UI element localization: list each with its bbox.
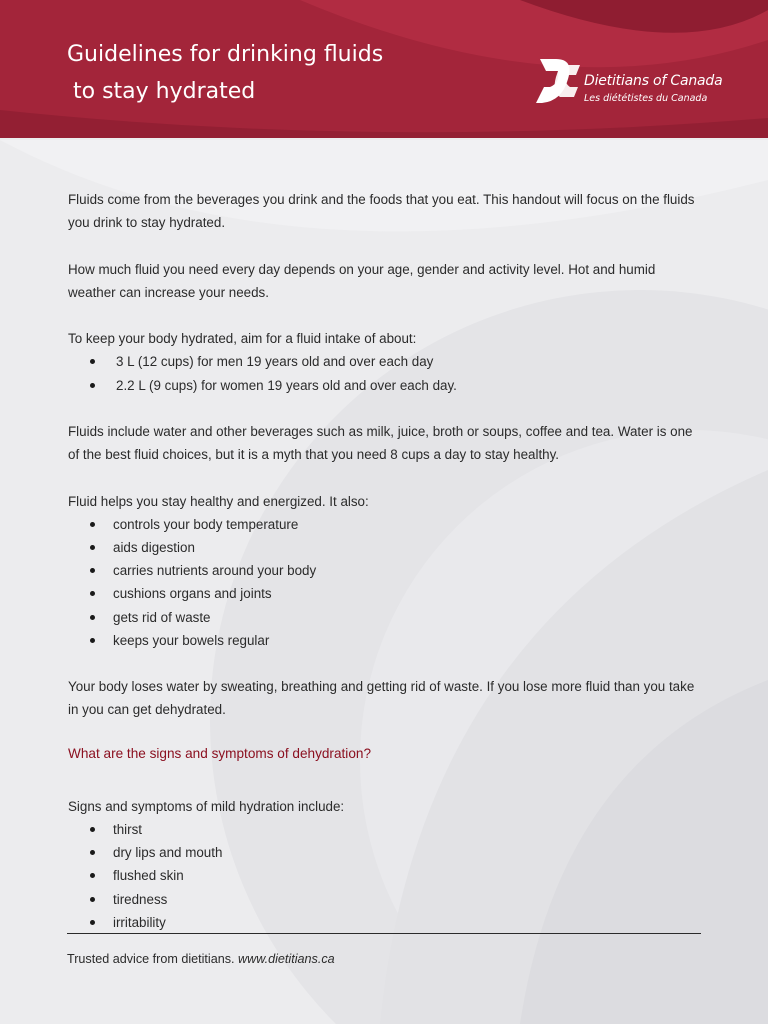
dc-logo-mark-icon	[534, 57, 582, 105]
paragraph-water-loss: Your body loses water by sweating, breathing and getting rid of waste. If you lose more fluid than you take in you can get dehydrated.	[68, 679, 695, 718]
intake-list	[68, 350, 698, 396]
paragraph-symptoms-intro: Signs and symptoms of mild hydration include:	[68, 798, 345, 814]
list-item: gets rid of waste	[68, 606, 698, 629]
footer-text: Trusted advice from dietitians.	[67, 952, 239, 966]
footer-divider	[67, 933, 701, 934]
list-item: aids digestion	[68, 536, 698, 559]
list-item: controls your body temperature	[68, 513, 698, 536]
page-title	[67, 36, 383, 110]
bullet-icon	[90, 545, 95, 550]
list-item: cushions organs and joints	[68, 582, 698, 605]
bullet-icon	[90, 591, 95, 596]
bullet-icon	[90, 827, 95, 832]
bullet-icon	[90, 359, 95, 364]
footer-url-link[interactable]: www.dietitians.ca	[238, 952, 335, 966]
footer	[67, 952, 335, 966]
list-item: 2.2 L (9 cups) for women 19 years old and over each day.	[68, 374, 698, 397]
list-item: flushed skin	[68, 864, 698, 887]
paragraph-intake-intro: To keep your body hydrated, aim for a fluid intake of about:	[68, 331, 417, 347]
logo-subtitle: Les diététistes du Canada	[584, 93, 708, 104]
dietitians-logo	[534, 57, 734, 107]
logo-name: Dietitians of Canada	[584, 73, 723, 89]
title-line-1: Guidelines for drinking fluids	[67, 42, 384, 67]
list-item: 3 L (12 cups) for men 19 years old and over each day	[68, 350, 698, 373]
symptoms-list	[68, 818, 698, 934]
paragraph-benefits-intro: Fluid helps you stay healthy and energized. It also:	[68, 493, 369, 509]
bullet-icon	[90, 383, 95, 388]
bullet-icon	[90, 638, 95, 643]
bullet-icon	[90, 897, 95, 902]
benefits-list	[68, 513, 698, 652]
bullet-icon	[90, 615, 95, 620]
paragraph-fluid-sources: Fluids come from the beverages you drink and the foods that you eat. This handout will focus on the fluids you drink to stay hydrated.	[68, 192, 695, 231]
title-line-2: to stay hydrated	[73, 79, 256, 104]
bullet-icon	[90, 568, 95, 573]
paragraph-fluid-needs: How much fluid you need every day depends on your age, gender and activity level. Hot and humid weather can increase your needs.	[68, 261, 656, 300]
bullet-icon	[90, 522, 95, 527]
list-item: tiredness	[68, 888, 698, 911]
paragraph-fluid-types: Fluids include water and other beverages such as milk, juice, broth or soups, coffee and tea. Water is one of the best fluid choices, but it is a myth that you need 8 cups a day to stay healthy.	[68, 423, 693, 463]
bullet-icon	[90, 920, 95, 925]
document-body	[68, 188, 698, 934]
list-item: irritability	[68, 911, 698, 934]
bullet-icon	[90, 850, 95, 855]
bullet-icon	[90, 873, 95, 878]
list-item: dry lips and mouth	[68, 841, 698, 864]
header-banner	[0, 0, 768, 138]
list-item: carries nutrients around your body	[68, 559, 698, 582]
list-item: keeps your bowels regular	[68, 629, 698, 652]
section-heading-dehydration: What are the signs and symptoms of dehydration?	[68, 745, 371, 761]
list-item: thirst	[68, 818, 698, 841]
